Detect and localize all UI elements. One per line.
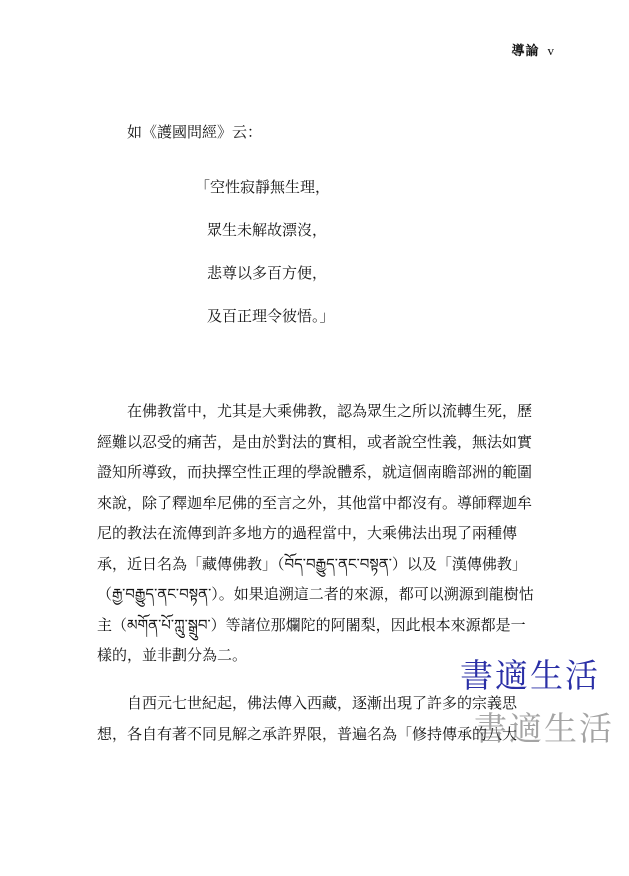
page-number: v [547,43,555,58]
verse-line: 「空性寂靜無生理， [195,178,331,196]
verse-line: 眾生未解故漂沒， [207,221,328,239]
verse-line: 悲尊以多百方便， [207,264,328,282]
paragraph-text: 自西元七世紀起，佛法傳入西藏，逐漸出現了許多的宗義思想，各自有著不同見解之承許界限，普遍名為「修持傳承的八大 [97,694,518,743]
verse-line: 及百正理令彼悟。」 [207,307,335,325]
body-paragraph-1 [97,396,534,671]
running-header [511,40,555,59]
verse-block [195,177,335,349]
quote-intro: 如《護國問經》云： [127,123,263,141]
paragraph-text: 在佛教當中，尤其是大乘佛教，認為眾生之所以流轉生死，歷經難以忍受的痛苦，是由於對法的實相，或者說空性義，無法如實證知所導致，而抉擇空性正理的學說體系，就這個南瞻部洲的範圍來說，除了釋迦牟尼佛的至言之外，其他當中都沒有。導師釋迦牟尼的教法在流傳到許多地方的過程當中，大乘佛法出現了兩種傳承，近日名為「藏傳佛教」（བོད་བརྒྱུད་ནང་བསྟན་）以及「漢傳佛教」（རྒྱ་བརྒྱུད་ནང་བསྟན་）。如果追溯這二者的來源，都可以溯源到龍樹怙主（མགོན་པོ་ཀླུ་སྒྲུབ་）等諸位那爛陀的阿闍梨，因此根本來源都是一樣的，並非劃分為二。 [97,402,534,664]
header-title: 導論 [511,44,540,59]
watermark-logo: 書適生活 [460,656,600,695]
watermark-logo-shadow: 書適生活 [474,709,614,748]
body-paragraph-2 [97,688,534,749]
